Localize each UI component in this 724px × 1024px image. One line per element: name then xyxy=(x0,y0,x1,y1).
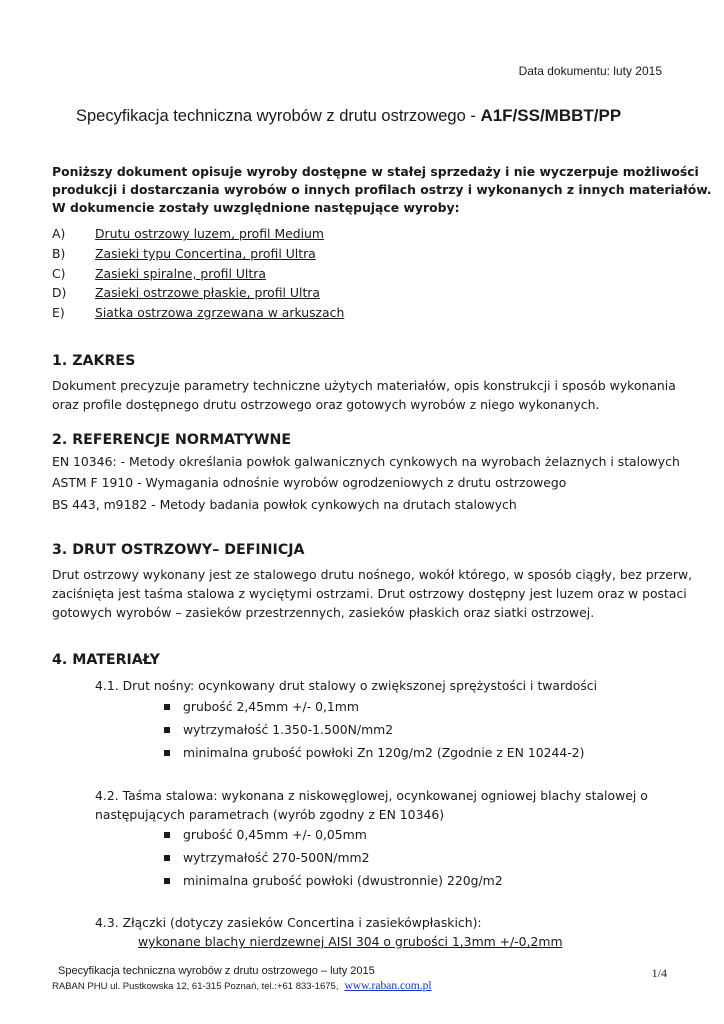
bullet-text: wytrzymałość 270-500N/mm2 xyxy=(183,850,370,865)
section-3-text xyxy=(52,565,693,622)
bullet-item xyxy=(164,718,584,741)
text-line: oraz profile dostępnego drutu ostrzowego oraz gotowych wyrobów z niego wykonanych. xyxy=(52,397,600,412)
text-line: 4.2. Taśma stalowa: wykonana z niskowęglowej, ocynkowanej ogniowej blachy stalowej o xyxy=(95,788,648,803)
subsection-4-3 xyxy=(95,913,563,951)
text-line: zaciśnięta jest taśma stalowa z wyciętymi ostrzami. Drut ostrzowy dostępny jest luzem oraz w postaci xyxy=(52,586,687,601)
list-item-letter: E) xyxy=(52,305,65,321)
list-item-letter: A) xyxy=(52,226,66,242)
list-item-name: Zasieki spiralne, profil Ultra xyxy=(95,265,266,281)
normative-references xyxy=(52,454,680,518)
list-item xyxy=(52,263,652,283)
bullet-text: grubość 0,45mm +/- 0,05mm xyxy=(183,827,367,842)
section-1-text xyxy=(52,376,677,414)
bullet-square-icon xyxy=(164,832,170,838)
list-item-name: Drutu ostrzowy luzem, profil Medium xyxy=(95,226,324,242)
reference-item: EN 10346: - Metody określania powłok galwanicznych cynkowych na wyrobach żelaznych i stalowych xyxy=(52,454,680,469)
bullet-item xyxy=(164,823,503,846)
bullet-square-icon xyxy=(164,704,170,710)
title-code: A1F/SS/MBBT/PP xyxy=(480,106,622,125)
list-item-name: Zasieki typu Concertina, profil Ultra xyxy=(95,246,316,262)
list-item-letter: B) xyxy=(52,246,66,262)
text-line: wykonane blachy nierdzewnej AISI 304 o grubości 1,3mm +/-0,2mm xyxy=(138,934,563,949)
section-3-heading: 3. DRUT OSTRZOWY– DEFINICJA xyxy=(52,542,305,558)
reference-item: BS 443, m9182 - Metody badania powłok cynkowych na drutach stalowych xyxy=(52,496,517,512)
footer-title: Specyfikacja techniczna wyrobów z drutu ostrzowego – luty 2015 xyxy=(58,965,375,977)
product-list xyxy=(52,224,652,322)
text-line: gotowych wyrobów – zasieków przestrzennych, zasieków płaskich oraz siatki ostrzowej. xyxy=(52,605,595,620)
section-2-heading: 2. REFERENCJE NORMATYWNE xyxy=(52,432,292,448)
subsection-4-2-bullets xyxy=(164,823,503,892)
bullet-item xyxy=(164,695,584,718)
document-date: Data dokumentu: luty 2015 xyxy=(518,64,662,78)
subsection-4-1-bullets xyxy=(164,695,584,764)
bullet-item xyxy=(164,846,503,869)
title-prefix: Specyfikacja techniczna wyrobów z drutu ostrzowego - xyxy=(76,107,481,125)
section-1-heading: 1. ZAKRES xyxy=(52,353,136,369)
page-number: 1/4 xyxy=(651,966,667,980)
bullet-text: minimalna grubość powłoki Zn 120g/m2 (Zgodnie z EN 10244-2) xyxy=(183,745,585,760)
list-item xyxy=(52,244,652,264)
intro-line: produkcji i dostarczania wyrobów o innych profilach ostrzy i wykonanych z innych materiałów. xyxy=(52,182,712,197)
list-item-letter: D) xyxy=(52,285,67,301)
bullet-square-icon xyxy=(164,855,170,861)
intro-paragraph xyxy=(52,163,712,217)
intro-line: W dokumencie zostały uwzględnione następujące wyroby: xyxy=(52,200,460,215)
list-item-name: Zasieki ostrzowe płaskie, profil Ultra xyxy=(95,285,320,301)
intro-line: Poniższy dokument opisuje wyroby dostępne w stałej sprzedaży i nie wyczerpuje możliwości xyxy=(52,164,699,179)
subsection-4-1 xyxy=(95,676,597,695)
subsection-4-2 xyxy=(95,786,648,824)
list-item-letter: C) xyxy=(52,265,66,281)
text-line: 4.3. Złączki (dotyczy zasieków Concertina i zasiekówpłaskich): xyxy=(95,915,482,930)
bullet-item xyxy=(164,869,503,892)
bullet-text: wytrzymałość 1.350-1.500N/mm2 xyxy=(183,722,394,737)
bullet-item xyxy=(164,741,584,764)
bullet-square-icon xyxy=(164,878,170,884)
text-line: następujących parametrach (wyrób zgodny z EN 10346) xyxy=(95,807,445,822)
reference-item: ASTM F 1910 - Wymagania odnośnie wyrobów ogrodzeniowych z drutu ostrzowego xyxy=(52,475,567,491)
text-line: Dokument precyzuje parametry techniczne użytych materiałów, opis konstrukcji i sposób wykonania xyxy=(52,378,676,393)
bullet-square-icon xyxy=(164,750,170,756)
document-title xyxy=(76,106,621,126)
footer-address-line xyxy=(52,980,432,992)
website-link[interactable]: www.raban.com.pl xyxy=(344,980,432,992)
bullet-square-icon xyxy=(164,727,170,733)
list-item xyxy=(52,224,652,244)
section-4-heading: 4. MATERIAŁY xyxy=(52,652,160,668)
text-line: 4.1. Drut nośny: ocynkowany drut stalowy o zwiększonej sprężystości i twardości xyxy=(95,678,598,693)
list-item xyxy=(52,303,652,323)
footer-address: RABAN PHU ul. Pustkowska 12, 61-315 Poznań, tel.:+61 833-1675, xyxy=(52,981,339,992)
text-line: Drut ostrzowy wykonany jest ze stalowego drutu nośnego, wokół którego, w sposób ciągły, bez przerw, xyxy=(52,567,693,582)
list-item-name: Siatka ostrzowa zgrzewana w arkuszach xyxy=(95,305,345,321)
list-item xyxy=(52,283,652,303)
bullet-text: minimalna grubość powłoki (dwustronnie) 220g/m2 xyxy=(183,873,503,888)
bullet-text: grubość 2,45mm +/- 0,1mm xyxy=(183,699,359,714)
